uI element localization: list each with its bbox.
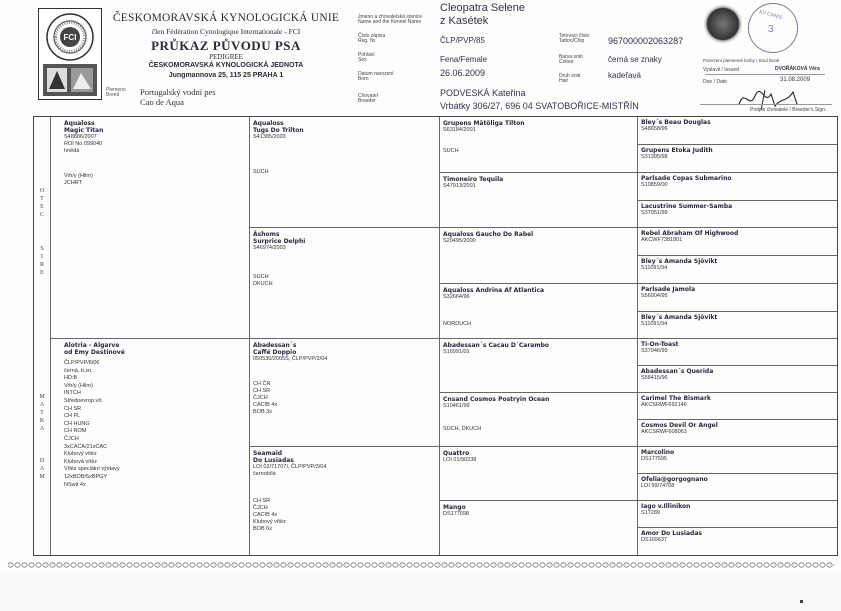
dog-name: Abadessan´s Cacau D´Carambo bbox=[443, 342, 550, 349]
page-margin bbox=[0, 574, 841, 611]
gen4-cell bbox=[638, 145, 837, 173]
dog-reg: S17289 bbox=[641, 510, 660, 516]
divider bbox=[700, 104, 832, 105]
dog-details: LOI 02/71707I, ČLP/PVP/3/04 černobílá CH SR ČJCH CACIB 4x Klubový vítěz BOB 6x bbox=[253, 464, 327, 532]
breed-value: Portugalský vodní pes Cao de Aqua bbox=[140, 87, 216, 107]
issued-label: Vystavil / Issued bbox=[703, 67, 739, 73]
dam-sire-cell bbox=[250, 339, 440, 447]
breed-label: Plemeno Breed bbox=[106, 87, 126, 98]
dog-name: Parlsade Jamola bbox=[641, 286, 696, 293]
dog-details: S16991/01 bbox=[443, 349, 470, 355]
issue-date: 31.08.2009 bbox=[780, 77, 811, 83]
document-title: PRŮKAZ PŮVODU PSA bbox=[151, 38, 301, 53]
sire-side-letters: O T E C bbox=[39, 188, 45, 218]
sire-dam-cell bbox=[250, 228, 440, 339]
dog-reg: S37951/99 bbox=[641, 210, 668, 216]
gen4-cell bbox=[638, 173, 837, 201]
chip-number: 967000002063287 bbox=[608, 36, 684, 46]
club-address: Jungmannova 25, 115 25 PRAHA 1 bbox=[168, 72, 284, 79]
dog-reg: S11091/94 bbox=[641, 321, 668, 327]
dog-name: Bley´s Amanda Sjövikt bbox=[641, 258, 718, 265]
gen4-cell bbox=[638, 447, 837, 474]
gen4-cell bbox=[638, 228, 837, 256]
svg-text:FCI: FCI bbox=[63, 33, 77, 42]
dog-details: LOI 01/90238 bbox=[443, 457, 477, 463]
name-label: Jméno a chovatelská stanice Name and the Kennel Name bbox=[358, 14, 423, 25]
dog-name: Abadessan´s Querida bbox=[641, 368, 714, 375]
dog-reg: S10859/00 bbox=[641, 182, 668, 188]
sire-details: S48886/2007 ROI No 099040 hnědá Vrh/y (Hilm) JCHRT bbox=[64, 134, 103, 186]
dog-name: Bley´s Beau Douglas bbox=[641, 119, 711, 126]
dog-details: S10461/99 SUCH, DKUCH bbox=[443, 403, 482, 432]
signature-label: Podpis chovatele / Breeder's Sign. bbox=[750, 107, 827, 113]
dog-name: Quattro bbox=[443, 450, 470, 457]
reg-number: ČLP/PVP/85 bbox=[440, 36, 485, 45]
tattoo-label: Tetovací číslo Tattoo/Chip bbox=[559, 33, 590, 44]
dog-name: Amor Do Lusiadas bbox=[641, 530, 702, 537]
dog-name: Rebel Abraham Of Highwood bbox=[641, 230, 739, 237]
document-subtitle: PEDIGREE bbox=[209, 53, 243, 61]
hair-value: kadeřavá bbox=[608, 71, 641, 80]
dam-cell bbox=[50, 339, 250, 555]
dam-dam-cell bbox=[250, 447, 440, 555]
gen3-cell bbox=[440, 117, 638, 173]
gen3-cell bbox=[440, 393, 638, 447]
decorative-border bbox=[0, 560, 841, 570]
dog-reg: LOI 99/74708 bbox=[641, 483, 675, 489]
dog-reg: DS177595 bbox=[641, 456, 667, 462]
dog-reg: S37946/99 bbox=[641, 348, 668, 354]
gen4-cell bbox=[638, 201, 837, 228]
breeder-name: PODVESKÁ Kateřina bbox=[440, 88, 526, 98]
gen3-cell bbox=[440, 339, 638, 393]
dog-name: Cleopatra Selene z Kasétek bbox=[440, 2, 526, 27]
dog-name: Grupens Etoka Judith bbox=[641, 147, 713, 154]
dog-details: DS177698 bbox=[443, 511, 469, 517]
gen4-cell bbox=[638, 393, 837, 420]
colour-label: Barva srsti Colour bbox=[559, 54, 583, 65]
dog-name: Ofelia@gorgognano bbox=[641, 476, 708, 483]
gen4-cell bbox=[638, 339, 837, 366]
sire-sire-cell bbox=[250, 117, 440, 228]
dog-name: Mango bbox=[443, 504, 466, 511]
dam-side-letters: M A T K A bbox=[39, 394, 45, 432]
dog-details: S63184/2001 SUCH bbox=[443, 127, 476, 154]
sire-side-letters-en: S I R E bbox=[39, 246, 44, 276]
dog-reg: S48658/96 bbox=[641, 126, 668, 132]
dam-details: ČLP/PVP/8/06 černá, b.zn. HD:B Vrh/y (Hilm) INTCH Středoevrop.vít. CH SR CH PL CH HUNG CH ROM ČJCH 3xCACA/21xCAC Klubový vítěz Klubová vítěz Vítěz speciální výstavy 12xBOB/5xBPGY NSwit 4x bbox=[64, 360, 120, 488]
sire-name: Aqualoss Magic Titan bbox=[64, 120, 104, 134]
dog-name: Seamaid Do Lusiadas bbox=[253, 450, 294, 464]
dog-reg: AKCWF7381801 bbox=[641, 237, 683, 243]
gen4-cell bbox=[638, 256, 837, 284]
dog-details: S47913/2001 bbox=[443, 183, 476, 189]
dog-details: S32664/96 NORDUCH bbox=[443, 294, 472, 327]
dog-name: Lacustrine Summer-Samba bbox=[641, 203, 733, 210]
fci-logo bbox=[38, 8, 102, 100]
date-label: Dne / Date bbox=[703, 79, 727, 85]
issued-by: DVOŘÁKOVÁ Věra bbox=[775, 66, 820, 72]
hair-label: Druh srsti Hair bbox=[559, 73, 581, 84]
dog-name: Iago v.Illinikon bbox=[641, 503, 691, 510]
dog-name: Cosmos Devil Or Angel bbox=[641, 422, 718, 429]
gen3-cell bbox=[440, 228, 638, 284]
dog-details: 050530/2005S, ČLP/PVP/2/04 CH ČR CH SR ČJCH CACIB 4x BOB 3x bbox=[253, 356, 328, 415]
gen4-cell bbox=[638, 366, 837, 393]
reg-label: Číslo zápisu Reg. Nr. bbox=[358, 33, 386, 44]
dog-name: Âshoms Surprice Delphi bbox=[253, 231, 306, 245]
dog-reg: S31395/98 bbox=[641, 154, 668, 160]
sex-label: Pohlaví Sex bbox=[358, 52, 375, 63]
dog-reg: S56904/95 bbox=[641, 293, 668, 299]
gen4-cell bbox=[638, 284, 837, 312]
breeder-address: Vrbátky 306/27, 696 04 SVATOBOŘICE-MISTŘÍN bbox=[440, 101, 639, 111]
dog-name: Abadessan´s Caffé Doppio bbox=[253, 342, 297, 356]
dog-details: S46974/2003 SUCH DKUCH bbox=[253, 245, 286, 287]
dog-name: Marcolino bbox=[641, 449, 675, 456]
gen4-cell bbox=[638, 528, 837, 555]
gen4-cell bbox=[638, 474, 837, 501]
breeder-label: Chovatel Breeder bbox=[358, 93, 378, 104]
dog-details: S20495/2000 bbox=[443, 238, 476, 244]
divider bbox=[705, 74, 825, 75]
colour-value: černá se znaky bbox=[608, 55, 662, 64]
gen4-cell bbox=[638, 501, 837, 528]
gen3-cell bbox=[440, 447, 638, 501]
sex-value: Fena/Female bbox=[440, 55, 488, 64]
gen4-column bbox=[638, 117, 837, 555]
fci-emblem-icon bbox=[39, 9, 101, 99]
gen3-cell bbox=[440, 284, 638, 339]
gen4-cell bbox=[638, 117, 837, 145]
pedigree-table bbox=[33, 116, 838, 556]
gen3-cell bbox=[440, 173, 638, 228]
fci-member-line: člen Fédération Cynologique Internationale - FCI bbox=[151, 27, 301, 36]
gen4-cell bbox=[638, 312, 837, 339]
dog-name: Aqualoss Gaucho Do Rabel bbox=[443, 231, 534, 238]
dog-name: Carimel The Bismark bbox=[641, 395, 711, 402]
birth-label: Datum narození Born bbox=[358, 71, 394, 82]
kennel-club-stamp: KV CANIS 3 bbox=[748, 3, 798, 53]
speck bbox=[800, 600, 803, 603]
club-name: ČESKOMORAVSKÁ KYNOLOGICKÁ JEDNOTA bbox=[148, 62, 304, 69]
dog-reg: AKCSRWF608063 bbox=[641, 429, 687, 435]
dog-reg: AKCSRWF692146 bbox=[641, 402, 687, 408]
dog-name: Aqualoss Tugs Do Trilton bbox=[253, 120, 304, 134]
gen4-cell bbox=[638, 420, 837, 447]
sire-cell bbox=[50, 117, 250, 339]
dog-name: Timoneiro Tequila bbox=[443, 176, 504, 183]
dam-side-letters-en: D A M bbox=[39, 458, 45, 480]
dog-name: Bley´s Amanda Sjövikt bbox=[641, 314, 718, 321]
dog-details: S41385/2003 SUCH bbox=[253, 134, 286, 175]
union-name: ČESKOMORAVSKÁ KYNOLOGICKÁ UNIE bbox=[112, 12, 340, 24]
dog-reg: S11091/94 bbox=[641, 265, 668, 271]
studbook-label: Potvrzení plemenné knihy / Stud Book bbox=[703, 58, 780, 63]
dog-name: Grupens Mätöliga Tilton bbox=[443, 120, 525, 127]
dam-name: Alotria - Algarve od Emy Destinové bbox=[64, 342, 125, 356]
official-seal bbox=[703, 4, 743, 44]
dog-name: Aqualoss Andrina Af Atlantica bbox=[443, 287, 545, 294]
gen3-cell bbox=[440, 501, 638, 555]
dog-name: Parlsade Copas Submarino bbox=[641, 175, 732, 182]
dog-name: Ti-On-Toast bbox=[641, 341, 679, 348]
dog-name: Cnsand Cosmos Postryin Ocean bbox=[443, 396, 550, 403]
dog-reg: DS169637 bbox=[641, 537, 667, 543]
dog-reg: S58415/96 bbox=[641, 375, 668, 381]
birth-date: 26.06.2009 bbox=[440, 68, 486, 78]
